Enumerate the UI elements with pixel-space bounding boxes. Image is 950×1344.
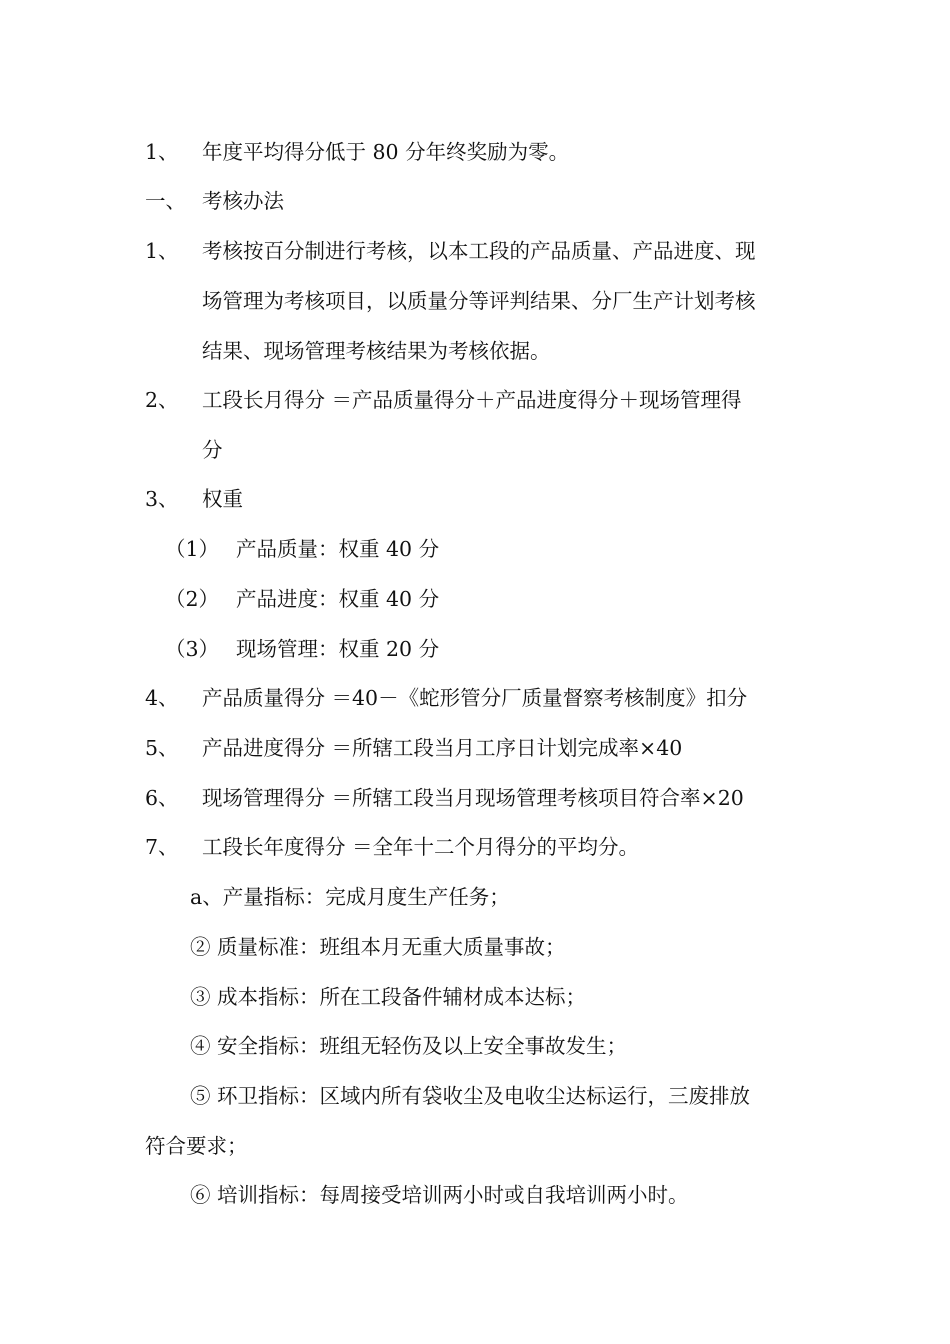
indicator-text: ⑥ 培训指标：每周接受培训两小时或自我培训两小时。 xyxy=(190,1183,689,1207)
sub-item-number: （1） xyxy=(165,537,220,561)
sub-item-text: 产品质量：权重 40 分 xyxy=(236,537,440,561)
indicator-text: ③ 成本指标：所在工段备件辅材成本达标； xyxy=(190,985,587,1009)
item-number: 4、 xyxy=(145,686,179,710)
item-number: 3、 xyxy=(145,487,179,511)
sub-item-text: 产品进度：权重 40 分 xyxy=(236,587,440,611)
item-text: 产品进度得分 ＝所辖工段当月工序日计划完成率×40 xyxy=(202,736,683,760)
item-text: 年度平均得分低于 80 分年终奖励为零。 xyxy=(202,140,570,164)
item-number: 6、 xyxy=(145,786,179,810)
indicator-text: a、产量指标：完成月度生产任务； xyxy=(190,885,510,909)
sub-item-text: 现场管理：权重 20 分 xyxy=(236,637,440,661)
item-text: 产品质量得分 ＝40－《蛇形管分厂质量督察考核制度》扣分 xyxy=(202,686,748,710)
item-text: 现场管理得分 ＝所辖工段当月现场管理考核项目符合率×20 xyxy=(202,786,744,810)
item-text: 分 xyxy=(202,438,223,462)
item-text: 结果、现场管理考核结果为考核依据。 xyxy=(202,339,551,363)
item-number: 7、 xyxy=(145,835,179,859)
section-number: 一、 xyxy=(145,189,186,213)
item-text: 工段长年度得分 ＝全年十二个月得分的平均分。 xyxy=(202,835,640,859)
item-text: 工段长月得分 ＝产品质量得分＋产品进度得分＋现场管理得 xyxy=(202,388,742,412)
item-text: 权重 xyxy=(202,487,243,511)
section-title: 考核办法 xyxy=(202,189,284,213)
item-number: 5、 xyxy=(145,736,179,760)
item-number: 1、 xyxy=(145,140,179,164)
sub-item-number: （2） xyxy=(165,587,220,611)
item-text: 考核按百分制进行考核，以本工段的产品质量、产品进度、现 xyxy=(202,239,756,263)
sub-item-number: （3） xyxy=(165,637,220,661)
indicator-text: 符合要求； xyxy=(145,1134,248,1158)
item-text: 场管理为考核项目，以质量分等评判结果、分厂生产计划考核 xyxy=(202,289,756,313)
item-number: 2、 xyxy=(145,388,179,412)
indicator-text: ⑤ 环卫指标：区域内所有袋收尘及电收尘达标运行，三废排放 xyxy=(190,1084,751,1108)
indicator-text: ② 质量标准：班组本月无重大质量事故； xyxy=(190,935,566,959)
item-number: 1、 xyxy=(145,239,179,263)
indicator-text: ④ 安全指标：班组无轻伤及以上安全事故发生； xyxy=(190,1034,628,1058)
